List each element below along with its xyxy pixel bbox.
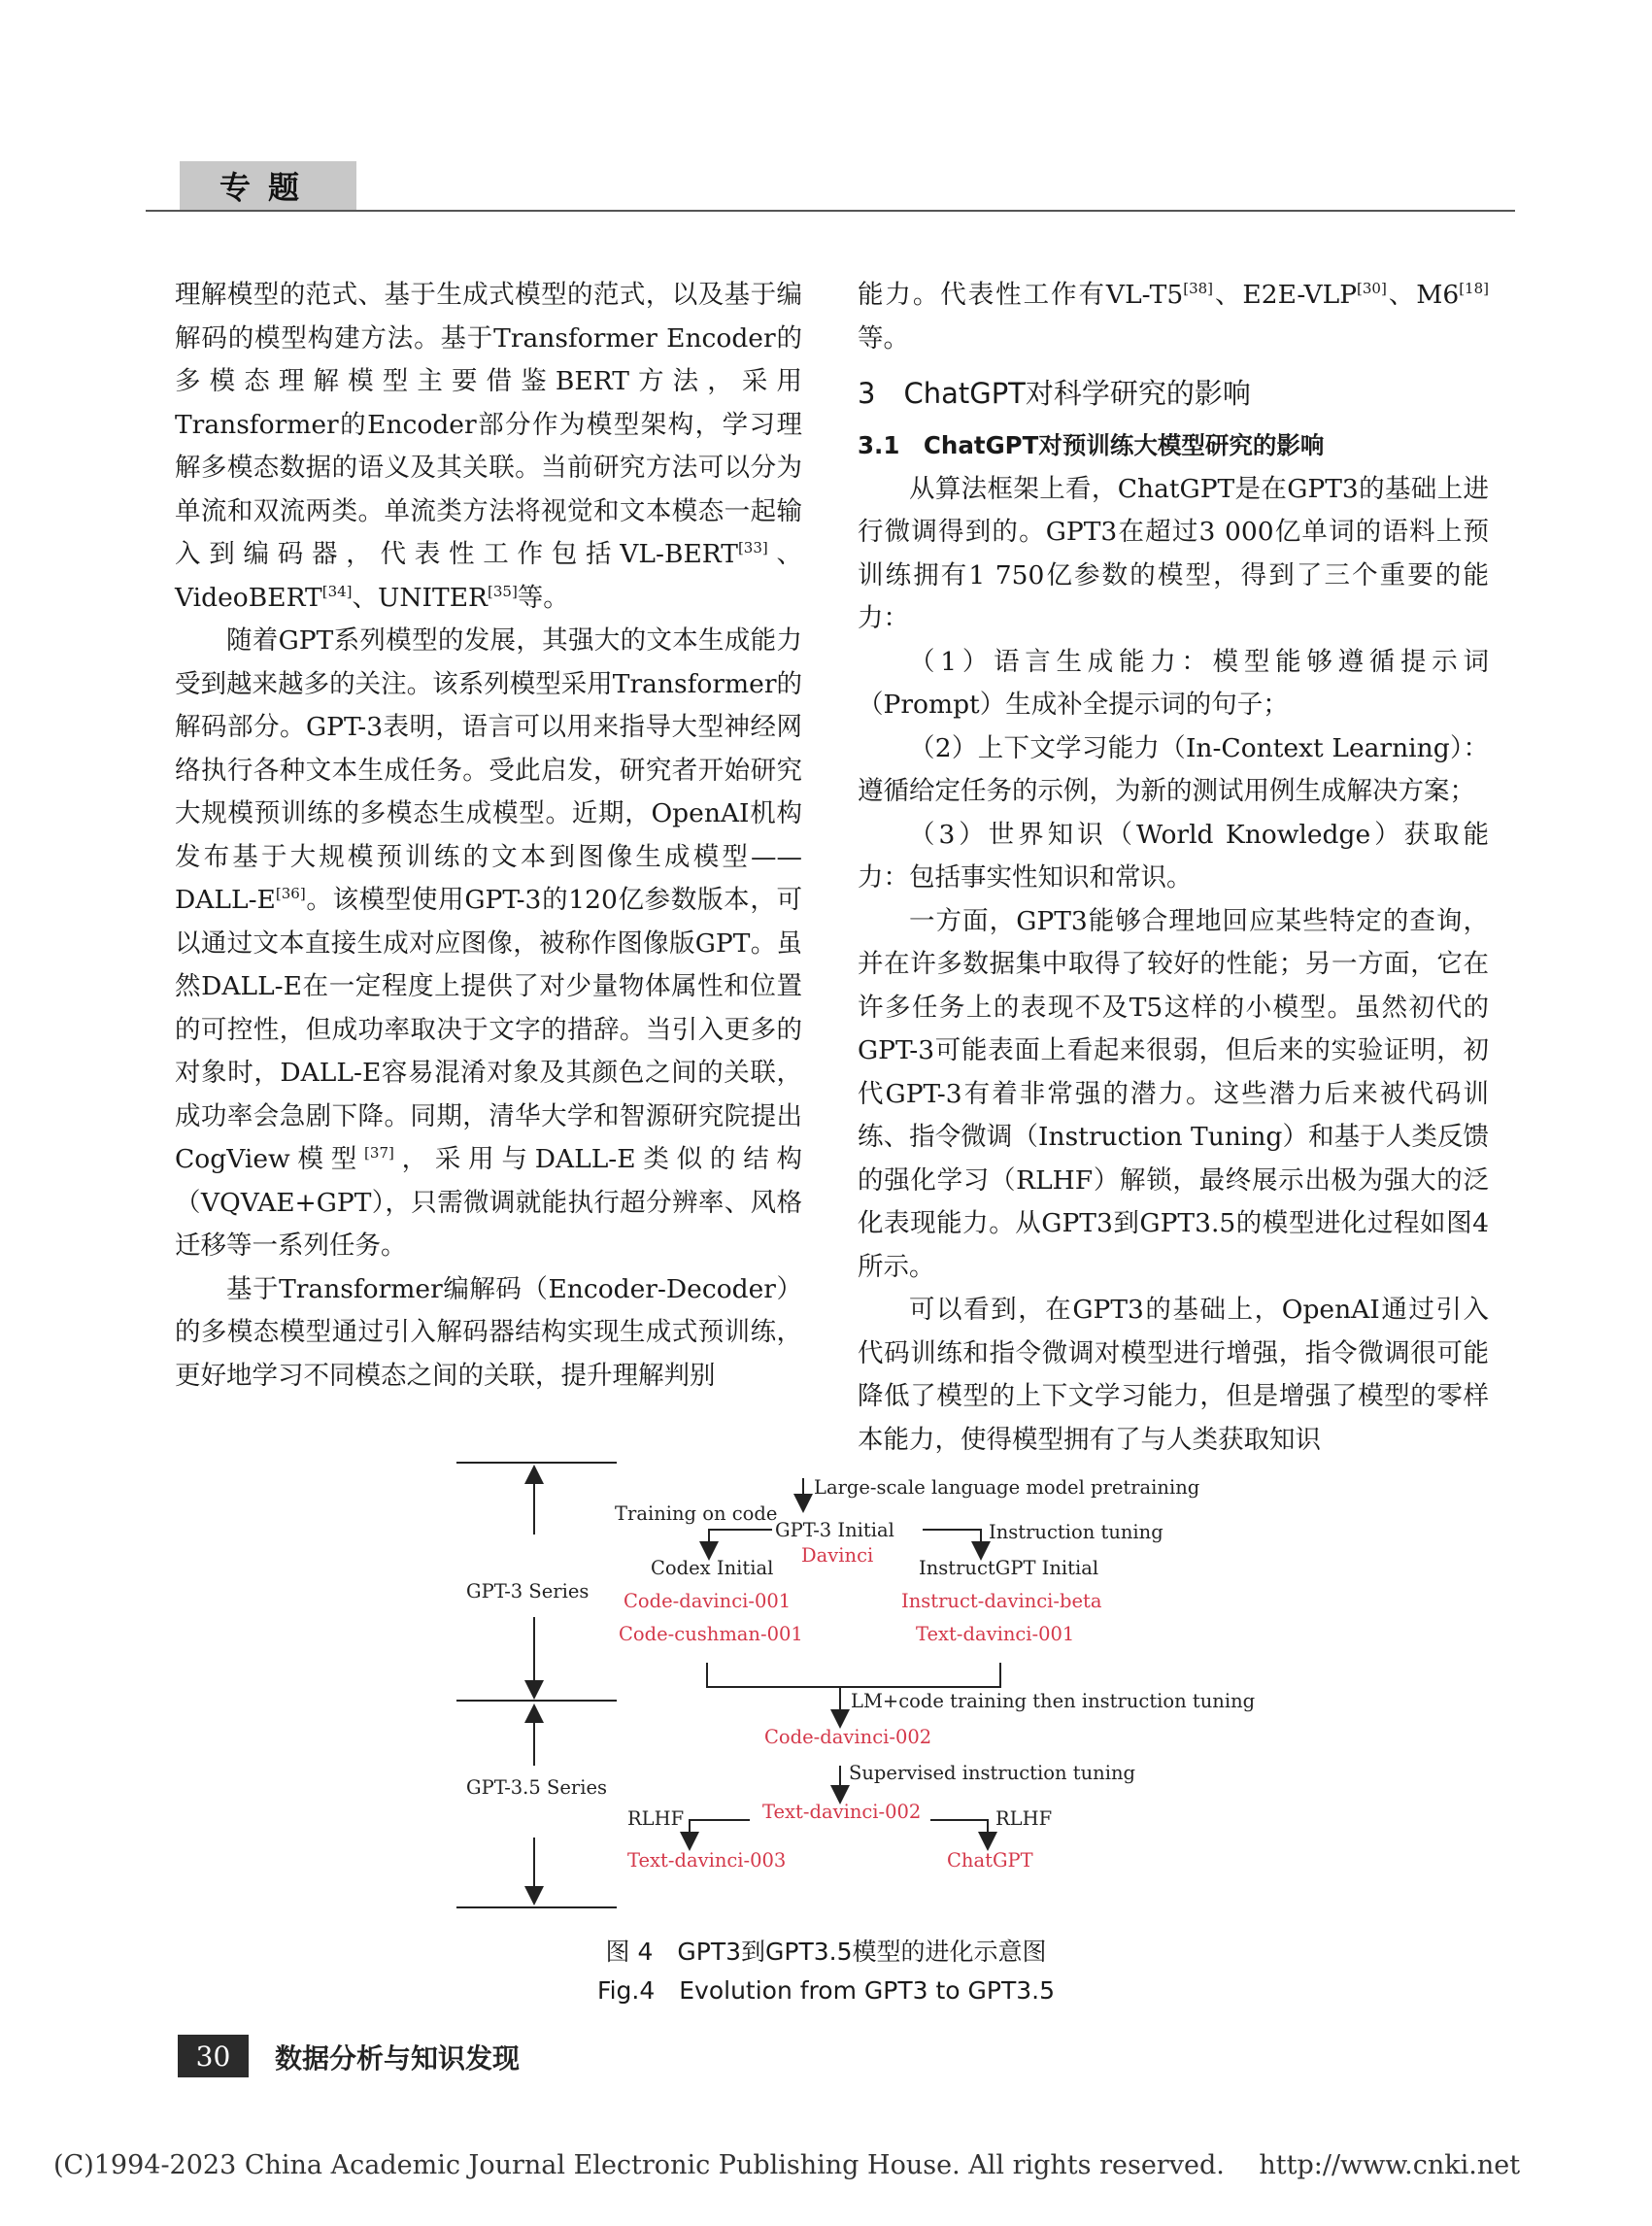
node-code-davinci-002: Code-davinci-002	[764, 1726, 932, 1748]
node-instruct-davinci-beta: Instruct-davinci-beta	[901, 1590, 1102, 1612]
citation-30: [30]	[1357, 280, 1387, 298]
node-gpt3-initial: GPT-3 Initial	[775, 1519, 894, 1541]
citation-34: [34]	[321, 582, 353, 600]
label-pretraining: Large-scale language model pretraining	[814, 1476, 1200, 1499]
section-tab: 专题	[180, 161, 356, 210]
left-column	[175, 274, 802, 1398]
header-rule	[146, 210, 1515, 212]
section-heading: 3 ChatGPT对科学研究的影响	[858, 377, 1251, 410]
left-paragraph-2: 随着GPT系列模型的发展，其强大的文本生成能力受到越来越多的关注。该系列模型采用Transformer的解码部分。GPT-3表明，语言可以用来指导大型神经网络执行各种文本生成任务。受此启发，研究者开始研究大规模预训练的多模态生成模型。近期，OpenAI机构发布基于大规模预训练的文本到图像生成模型——DALL-E[36]。该模型使用GPT-3的120亿参数版本，可以通过文本直接生成对应图像，被称作图像版GPT。虽然DALL-E在一定程度上提供了对少量物体属性和位置的可控性，但成功率取决于文字的措辞。当引入更多的对象时，DALL-E容易混淆对象及其颜色之间的关联，成功率会急剧下降。同期，清华大学和智源研究院提出CogView模型[37]，采用与DALL-E类似的结构（VQVAE+GPT），只需微调就能执行超分辨率、风格迁移等一系列任务。	[175, 625, 802, 1261]
citation-18: [18]	[1459, 280, 1489, 298]
label-gpt35-series: GPT-3.5 Series	[466, 1776, 607, 1799]
figure-4-diagram	[456, 1457, 1256, 1913]
node-text-davinci-001: Text-davinci-001	[916, 1623, 1075, 1645]
label-rlhf-left: RLHF	[627, 1807, 685, 1830]
right-paragraph-5: 一方面，GPT3能够合理地回应某些特定的查询，并在许多数据集中取得了较好的性能；另一方面，它在许多任务上的表现不及T5这样的小模型。虽然初代的GPT-3可能表面上看起来很弱，但后来的实验证明，初代GPT-3有着非常强的潜力。这些潜力后来被代码训练、指令微调（Instruction Tuning）和基于人类反馈的强化学习（RLHF）解锁，最终展示出极为强大的泛化表现能力。从GPT3到GPT3.5的模型进化过程如图4所示。	[858, 905, 1489, 1282]
node-chatgpt: ChatGPT	[947, 1849, 1033, 1872]
citation-37: [37]	[364, 1144, 394, 1163]
citation-33: [33]	[737, 539, 768, 557]
label-supervised-tuning: Supervised instruction tuning	[849, 1762, 1135, 1784]
subsection-heading: 3.1 ChatGPT对预训练大模型研究的影响	[858, 431, 1325, 459]
right-paragraph-6: 可以看到，在GPT3的基础上，OpenAI通过引入代码训练和指令微调对模型进行增强，指令微调很可能降低了模型的上下文学习能力，但是增强了模型的零样本能力，使得模型拥有了与人类获取知识	[858, 1295, 1489, 1455]
right-paragraph-3: （2）上下文学习能力（In-Context Learning）：遵循给定任务的示例，为新的测试用例生成解决方案；	[858, 732, 1489, 806]
label-lm-code-training: LM+code training then instruction tuning	[851, 1690, 1256, 1712]
node-code-cushman-001: Code-cushman-001	[619, 1623, 803, 1645]
figure-caption-cn: 图 4 GPT3到GPT3.5模型的进化示意图	[605, 1938, 1047, 1966]
journal-name: 数据分析与知识发现	[275, 2042, 521, 2074]
node-code-davinci-001: Code-davinci-001	[624, 1590, 792, 1612]
left-paragraph-3: 基于Transformer编解码（Encoder-Decoder）的多模态模型通过引入解码器结构实现生成式预训练，更好地学习不同模态之间的关联，提升理解判别	[175, 1273, 802, 1391]
node-text-davinci-002: Text-davinci-002	[762, 1801, 922, 1823]
label-gpt3-series: GPT-3 Series	[466, 1580, 590, 1602]
right-paragraph-1: 从算法框架上看，ChatGPT是在GPT3的基础上进行微调得到的。GPT3在超过3 000亿单词的语料上预训练拥有1 750亿参数的模型，得到了三个重要的能力：	[858, 473, 1489, 633]
figure-caption-en: Fig.4 Evolution from GPT3 to GPT3.5	[597, 1976, 1055, 2005]
label-rlhf-right: RLHF	[995, 1807, 1053, 1830]
citation-38: [38]	[1183, 280, 1214, 298]
node-codex-initial: Codex Initial	[651, 1557, 774, 1579]
left-paragraph-1: 理解模型的范式、基于生成式模型的范式，以及基于编解码的模型构建方法。基于Transformer Encoder的多模态理解模型主要借鉴BERT方法，采用Transformer的Encoder部分作为模型架构，学习理解多模态数据的语义及其关联。当前研究方法可以分为单流和双流两类。单流类方法将视觉和文本模态一起输入到编码器，代表性工作包括VL-BERT[33]、VideoBERT[34]、UNITER[35]等。	[175, 280, 803, 613]
right-paragraph-0: 能力。代表性工作有VL-T5[38]、E2E-VLP[30]、M6[18]等。	[858, 280, 1489, 354]
right-column	[858, 274, 1489, 1462]
label-instruction-tuning: Instruction tuning	[989, 1521, 1163, 1543]
right-paragraph-4: （3）世界知识（World Knowledge）获取能力：包括事实性知识和常识。	[858, 819, 1489, 893]
copyright-notice: (C)1994-2023 China Academic Journal Electronic Publishing House. All rights reserved. http://www.cnki.net	[53, 2150, 1521, 2180]
page-number: 30	[178, 2035, 249, 2077]
right-paragraph-2: （1）语言生成能力：模型能够遵循提示词（Prompt）生成补全提示词的句子；	[858, 646, 1489, 720]
node-davinci: Davinci	[801, 1544, 874, 1567]
citation-35: [35]	[488, 582, 518, 600]
node-instructgpt-initial: InstructGPT Initial	[919, 1557, 1099, 1579]
node-text-davinci-003: Text-davinci-003	[627, 1849, 787, 1872]
citation-36: [36]	[275, 885, 306, 903]
label-training-on-code: Training on code	[615, 1502, 778, 1525]
